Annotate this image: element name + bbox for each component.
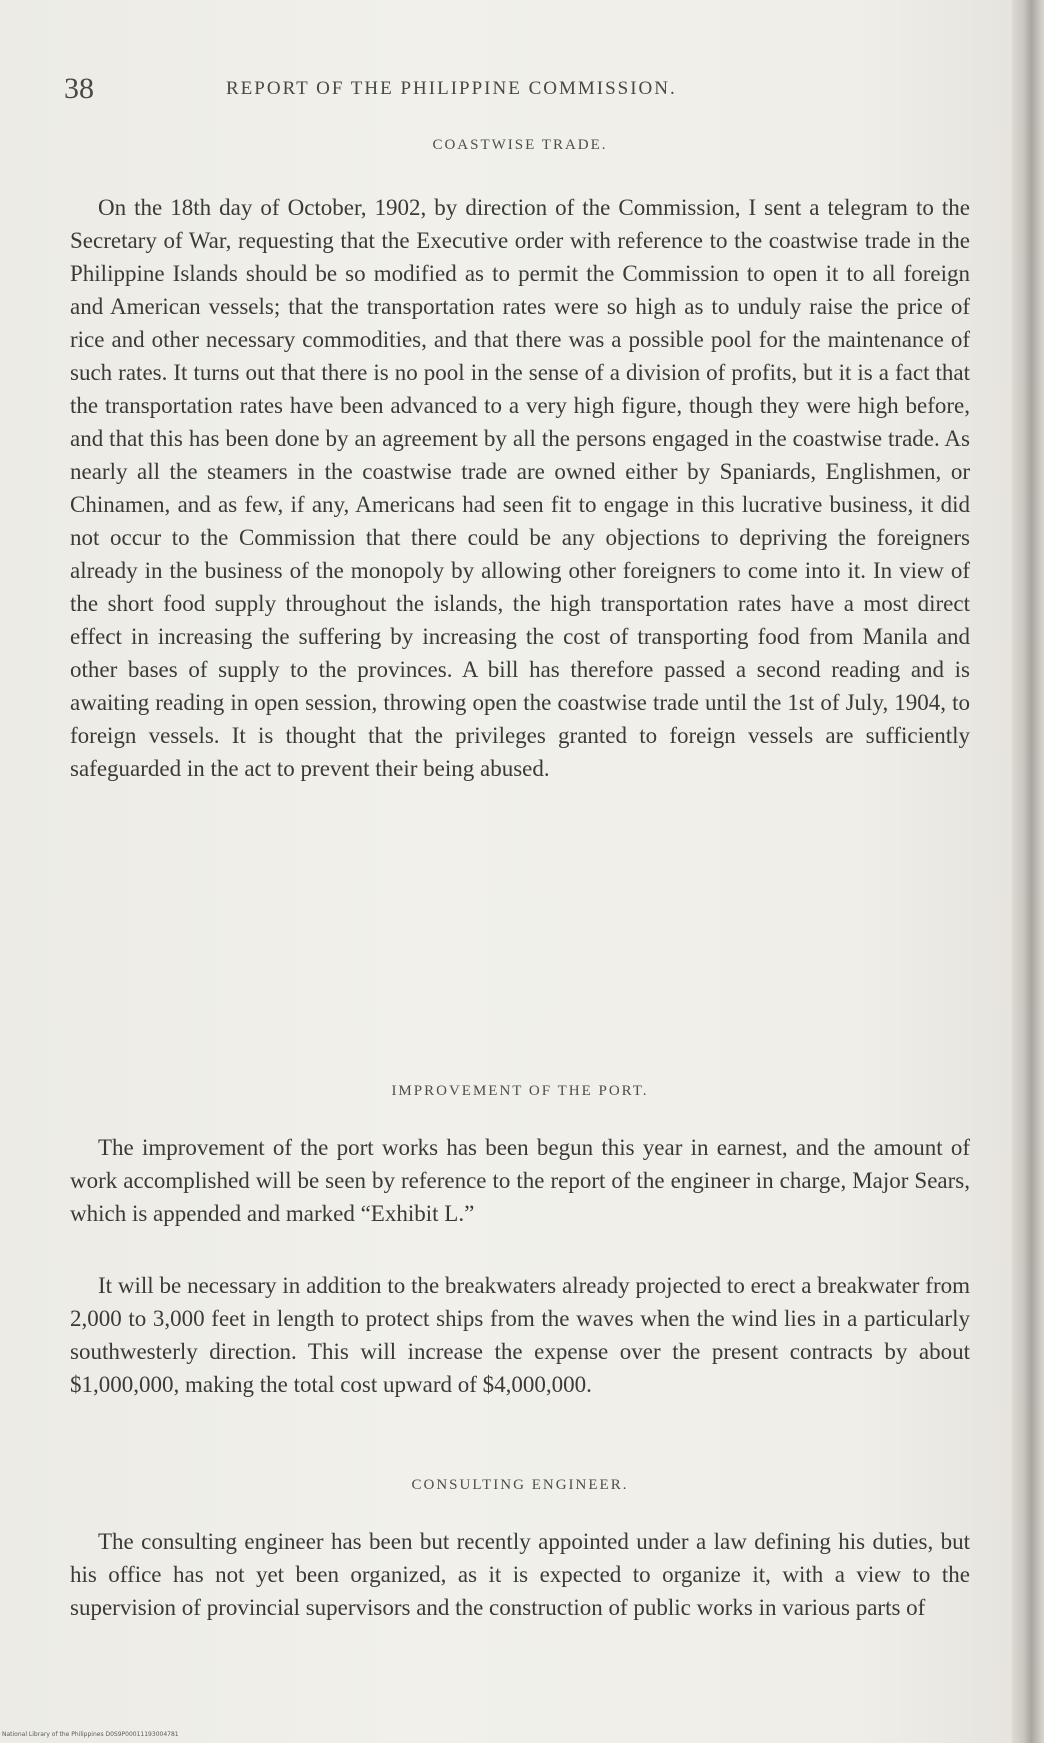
paragraph-consulting-engineer: The consulting engineer has been but recently appointed under a law defining his duties, but his office has not yet been organized, as it is expected to organize it, with a view to the supervision of provincial supervisors and the construction of public works in various parts of [70, 1529, 970, 1620]
section-heading-consulting-engineer: CONSULTING ENGINEER. [411, 1477, 629, 1493]
book-spine-edge [1012, 0, 1044, 1743]
paragraph-port-improvement-2: It will be necessary in addition to the breakwaters already projected to erect a breakwater from 2,000 to 3,000 feet in length to protect ships from the waves when the wind lies in a particularly southwesterly direction. This will increase the expense over the present contracts by about $1,000,000, making the total cost upward of $4,000,000. [70, 1273, 970, 1397]
section-heading-coastwise-trade: COASTWISE TRADE. [432, 137, 608, 153]
footer-archive-label: National Library of the Philippines D0S9P00011193004781 [2, 1731, 179, 1738]
paragraph-coastwise-trade: On the 18th day of October, 1902, by direction of the Commission, I sent a telegram to the Secretary of War, requesting that the Executive order with reference to the coastwise trade in the Philippine Islands should be so modified as to permit the Commission to open it to all foreign and American vessels; that the transportation rates were so high as to unduly raise the price of rice and other necessary commodities, and that there was a possible pool for the maintenance of such rates. It turns out that there is no pool in the sense of a division of profits, but it is a fact that the transportation rates have been advanced to a very high figure, though they were high before, and that this has been done by an agreement by all the persons engaged in the coastwise trade. As nearly all the steamers in the coastwise trade are owned either by Spaniards, Englishmen, or Chinamen, and as few, if any, Americans had seen fit to engage in this lucrative business, it did not occur to the Commission that there could be any objections to depriving the foreigners already in the business of the monopoly by allowing other foreigners to come into it. In view of the short food supply throughout the islands, the high transportation rates have a most direct effect in increasing the suffering by increasing the cost of transporting food from Manila and other bases of supply to the provinces. A bill has therefore passed a second reading and is awaiting reading in open session, throwing open the coastwise trade until the 1st of July, 1904, to foreign vessels. It is thought that the privileges granted to foreign vessels are sufficiently safeguarded in the act to prevent their being abused. [70, 195, 970, 781]
paragraph-port-improvement-1: The improvement of the port works has been begun this year in earnest, and the amount of work accomplished will be seen by reference to the report of the engineer in charge, Major Sears, which is appended and marked “Exhibit L.” [70, 1135, 970, 1226]
page-header-title: REPORT OF THE PHILIPPINE COMMISSION. [226, 78, 677, 99]
running-head [64, 72, 944, 112]
page-number: 38 [64, 72, 94, 105]
section-heading-improvement-of-the-port: IMPROVEMENT OF THE PORT. [391, 1083, 649, 1099]
